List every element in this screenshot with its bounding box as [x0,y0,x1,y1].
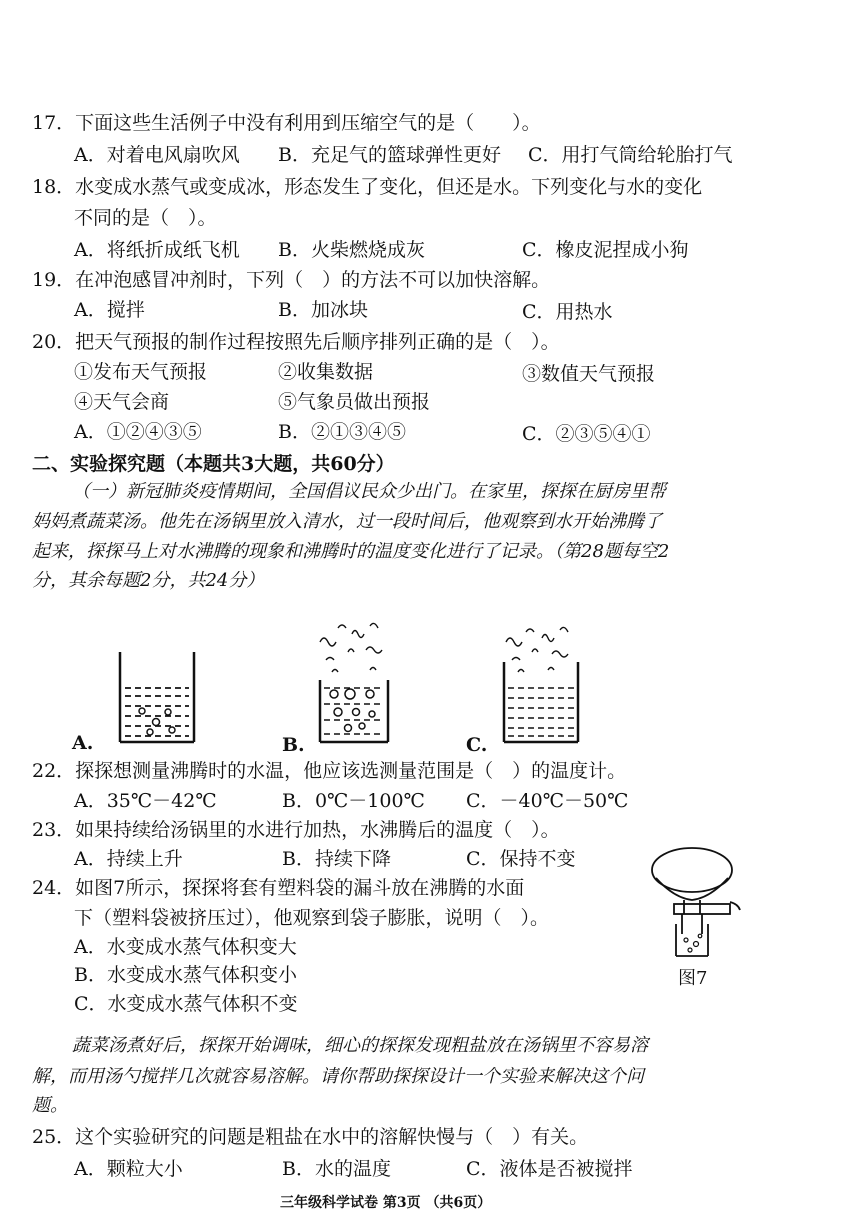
q23-option-b: B．持续下降 [282,848,391,870]
q19-option-b: B．加冰块 [278,299,368,321]
q19-option-a: A．搅拌 [74,299,145,321]
q20-step-2: ②收集数据 [278,361,374,383]
q20-option-a: A．①②④③⑤ [74,421,202,443]
q23-option-c: C．保持不变 [466,848,576,870]
q21-option-a: A. [72,732,94,754]
q20-step-5: ⑤气象员做出预报 [278,391,431,413]
q25-option-a: A．颗粒大小 [74,1158,183,1180]
q20-option-c: C．②③⑤④① [522,423,651,445]
section2-intro-line4: 分，其余每题2分，共24分） [32,570,265,591]
q20-step-4: ④天气会商 [74,391,170,413]
q17-option-c: C．用打气筒给轮胎打气 [528,144,733,166]
passage-line3: 题。 [32,1095,68,1116]
q17-option-b: B．充足气的篮球弹性更好 [278,144,501,166]
q17-option-a: A．对着电风扇吹风 [74,144,240,166]
q21-figure-a [112,648,202,744]
q24-option-b: B．水变成水蒸气体积变小 [74,964,297,986]
q18-stem-line1: 18．水变成水蒸气或变成冰，形态发生了变化，但还是水。下列变化与水的变化 [32,176,703,198]
figure-7-funnel-bag [646,844,742,962]
page-footer: 三年级科学试卷 第3页 （共6页） [280,1195,492,1211]
q22-option-c: C．－40℃－50℃ [466,790,629,812]
q24-stem-line2: 下（塑料袋被挤压过），他观察到袋子膨胀，说明（ ）。 [74,907,550,929]
q20-stem: 20．把天气预报的制作过程按照先后顺序排列正确的是（ ）。 [32,331,560,353]
section2-intro-line2: 妈妈煮蔬菜汤。他先在汤锅里放入清水，过一段时间后，他观察到水开始沸腾了 [32,511,662,532]
q22-option-b: B．0℃－100℃ [282,790,425,812]
q24-option-a: A．水变成水蒸气体积变大 [74,936,297,958]
passage-line2: 解，而用汤勺搅拌几次就容易溶解。请你帮助探探设计一个实验来解决这个问 [32,1066,644,1087]
q24-stem-line1: 24．如图7所示，探探将套有塑料袋的漏斗放在沸腾的水面 [32,877,525,899]
q18-option-c: C．橡皮泥捏成小狗 [522,239,689,261]
q21-figure-c [496,622,586,744]
q18-option-b: B．火柴燃烧成灰 [278,239,425,261]
q18-stem-line2: 不同的是（ ）。 [74,207,217,229]
q21-option-b: B. [282,734,305,756]
section2-title: 二、实验探究题（本题共3大题，共60分） [32,453,395,475]
q20-option-b: B．②①③④⑤ [278,421,406,443]
q22-stem: 22．探探想测量沸腾时的水温，他应该选测量范围是（ ）的温度计。 [32,760,627,782]
q20-step-3: ③数值天气预报 [522,363,656,385]
passage-line1: 蔬菜汤煮好后，探探开始调味，细心的探探发现粗盐放在汤锅里不容易溶 [72,1035,648,1056]
q18-option-a: A．将纸折成纸飞机 [74,239,240,261]
q19-stem: 19．在冲泡感冒冲剂时，下列（ ）的方法不可以加快溶解。 [32,269,551,291]
section2-intro-line3: 起来，探探马上对水沸腾的现象和沸腾时的温度变化进行了记录。（第28题每空2 [32,541,670,562]
q23-option-a: A．持续上升 [74,848,183,870]
figure-7-label: 图7 [678,968,708,989]
section2-intro-line1: （一）新冠肺炎疫情期间，全国倡议民众少出门。在家里，探探在厨房里帮 [72,481,666,502]
q25-option-c: C．液体是否被搅拌 [466,1158,633,1180]
q25-option-b: B．水的温度 [282,1158,391,1180]
q21-figure-b [308,620,398,744]
q24-option-c: C．水变成水蒸气体积不变 [74,993,298,1015]
q22-option-a: A．35℃－42℃ [74,790,217,812]
q23-stem: 23．如果持续给汤锅里的水进行加热，水沸腾后的温度（ ）。 [32,819,560,841]
q25-stem: 25．这个实验研究的问题是粗盐在水中的溶解快慢与（ ）有关。 [32,1126,589,1148]
q17-stem: 17．下面这些生活例子中没有利用到压缩空气的是（ ）。 [32,112,541,134]
q21-option-c: C. [466,734,488,756]
q19-option-c: C．用热水 [522,301,613,323]
q20-step-1: ①发布天气预报 [74,361,208,383]
